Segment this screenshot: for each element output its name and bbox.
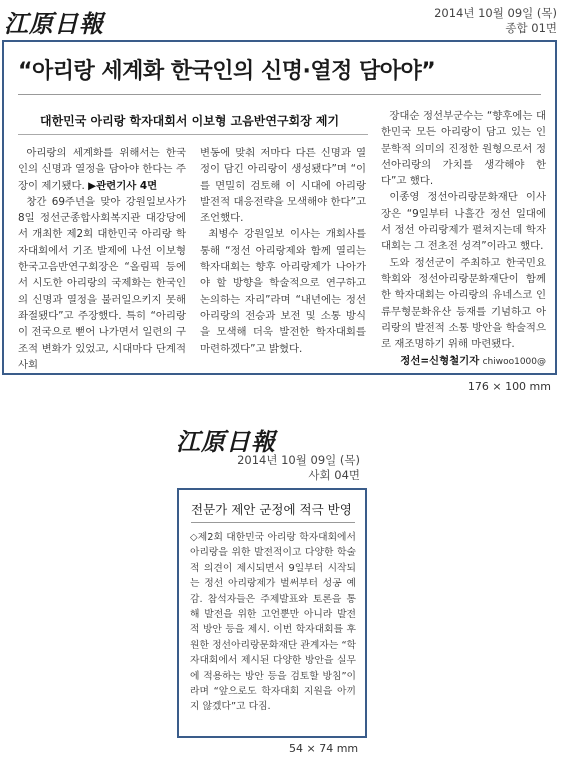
related-article-link[interactable]: ▶관련기사 4면 bbox=[88, 179, 158, 192]
body-paragraph: 도와 정선군이 주최하고 한국민요학회와 정선아리랑문화재단이 함께한 학자대회는 아리랑의 유네스코 인류무형문화유산 등재를 기념하고 아리랑의 발전적 소통 방안을 학술적으로 재조명하기 위해 마련됐다. bbox=[381, 256, 546, 351]
clip-meta bbox=[357, 6, 557, 36]
clip-meta bbox=[160, 453, 360, 483]
body-paragraph: ◇제2회 대한민국 아리랑 학자대회에서 아리랑을 위한 발전적이고 다양한 학술적 의견이 제시되면서 9일부터 시작되는 정선 아리랑제가 벌써부터 성공 예감. 참석자들은 주제발표와 토론을 통해 발전을 위한 고언뿐만 아니라 발전적 방안 등을 제시. 이번 학자대회를 후원한 정선아리랑문화재단 관계자는 “학자대회에서 제시된 다양한 방안을 실무에 적용하는 방안 등을 검토할 방침”이라며 “앞으로도 학자대회 지원을 아끼지 않겠다”고 다짐. bbox=[190, 532, 356, 713]
article-headline: 전문가 제안 군정에 적극 반영 bbox=[191, 502, 352, 517]
article-clipping-front bbox=[2, 40, 557, 375]
subheadline-divider bbox=[18, 134, 368, 135]
article-headline: “아리랑 세계화 한국인의 신명·열정 담아야” bbox=[18, 59, 436, 84]
body-paragraph: 최병수 강원일보 이사는 개회사를 통해 “정선 아리랑제와 함께 열리는 학자대회는 향후 아리랑제가 나아가야 할 방향을 학술적으로 연구하고 논의하는 자리”라며 “내년에는 정선아리랑의 전승과 보전 및 소통 방식을 모색해 더욱 발전한 학자대회를 마련하겠다”고 밝혔다. bbox=[200, 228, 366, 355]
article-column-2 bbox=[200, 145, 366, 357]
publish-date: 2014년 10월 09일 (목) bbox=[237, 453, 360, 467]
article-column-1 bbox=[18, 145, 186, 373]
newspaper-logo: 江原日報 bbox=[4, 9, 104, 38]
body-paragraph: 변동에 맞춰 저마다 다른 신명과 열정이 담긴 아리랑이 생성됐다”며 “이를 면밀히 검토해 이 시대에 아리랑 발전적 대응전략을 모색해야 한다”고 조언했다. bbox=[200, 147, 366, 225]
article-body bbox=[190, 530, 356, 715]
page-section: 사회 04면 bbox=[308, 468, 360, 482]
reporter-byline: 정선=신형철기자 bbox=[400, 355, 480, 368]
article-clipping-local bbox=[177, 488, 367, 738]
page-section: 종합 01면 bbox=[505, 21, 557, 35]
reporter-email: chiwoo1000@ bbox=[482, 357, 546, 368]
lead-paragraph: 아리랑의 세계화를 위해서는 한국인의 신명과 열정을 담아야 한다는 주장이 제기됐다. bbox=[18, 147, 186, 192]
clip-dimensions: 176 × 100 mm bbox=[467, 380, 551, 393]
headline-divider bbox=[191, 522, 355, 523]
clip-dimensions: 54 × 74 mm bbox=[289, 742, 359, 755]
body-paragraph: 장대순 정선부군수는 “향후에는 대한민국 모든 아리랑이 담고 있는 인문학적 의미의 진정한 원형으로서 정선아리랑의 가치를 생각해야 한다”고 했다. bbox=[381, 110, 546, 188]
publish-date: 2014년 10월 09일 (목) bbox=[434, 6, 557, 20]
article-subheadline: 대한민국 아리랑 학자대회서 이보형 고음반연구회장 제기 bbox=[40, 114, 340, 128]
newspaper-logo: 江原日報 bbox=[176, 427, 276, 456]
body-paragraph: 창간 69주년을 맞아 강원일보사가 8일 정선군종합사회복지관 대강당에서 개최한 제2회 대한민국 아리랑 학자대회에서 기조 발제에 나선 이보형 한국고음반연구회장은 “올림픽 등에서 시도한 아리랑의 국제화는 한국인의 신명과 열정을 불러일으키지 못해 좌절됐다”고 주장했다. 특히 “아리랑이 전국으로 뻗어 나가면서 일련의 구조적 변화가 있었고, 시대마다 단계적 사회 bbox=[18, 195, 186, 371]
body-paragraph: 이종영 정선아리랑문화재단 이사장은 “9일부터 나흘간 정선 일대에서 정선 아리랑제가 펼쳐지는데 학자대회는 그 전초전 성격”이라고 했다. bbox=[381, 191, 546, 253]
article-column-3 bbox=[381, 108, 546, 371]
headline-divider bbox=[18, 94, 541, 95]
